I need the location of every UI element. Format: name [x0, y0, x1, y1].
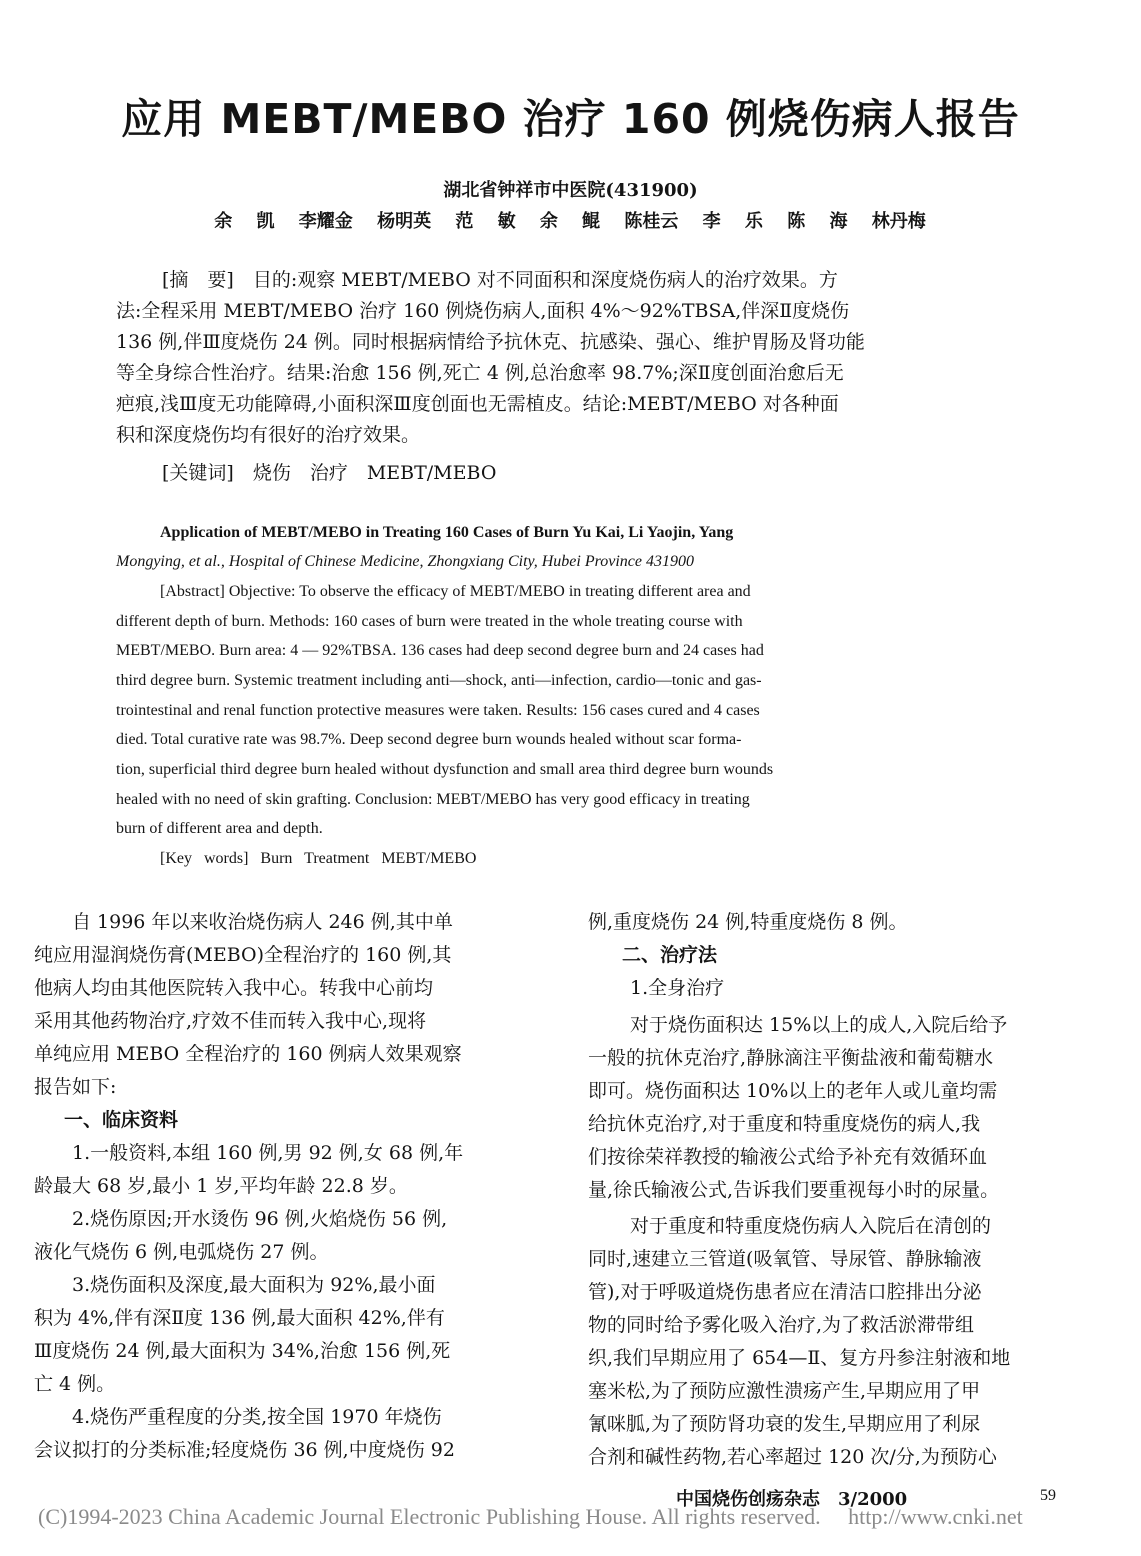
- abstract-en-line: third degree burn. Systemic treatment including anti—shock, anti—infection, cardio—tonic and gas-: [116, 672, 762, 689]
- abstract-en-line: MEBT/MEBO. Burn area: 4 — 92%TBSA. 136 cases had deep second degree burn and 24 cases had: [116, 642, 764, 659]
- abstract-cn-line: 疤痕,浅Ⅲ度无功能障碍,小面积深Ⅲ度创面也无需植皮。结论:MEBT/MEBO 对各种面: [116, 393, 839, 415]
- abstract-cn-line: 136 例,伴Ⅲ度烧伤 24 例。同时根据病情给予抗休克、抗感染、强心、维护胃肠及肾功能: [116, 331, 865, 353]
- abstract-en-line: tion, superficial third degree burn healed without dysfunction and small area third degree burn wounds: [116, 761, 774, 778]
- section-heading: 二、治疗法: [622, 944, 718, 966]
- copyright-watermark: (C)1994-2023 China Academic Journal Electronic Publishing House. All rights reserved. http://www.cnki.net: [38, 1504, 1023, 1529]
- abstract-en-line: Application of MEBT/MEBO in Treating 160 Cases of Burn Yu Kai, Li Yaojin, Yang: [160, 524, 734, 541]
- abstract-en-line: different depth of burn. Methods: 160 cases of burn were treated in the whole treating course with: [116, 613, 743, 630]
- body-line: 液化气烧伤 6 例,电弧烧伤 27 例。: [34, 1241, 329, 1263]
- body-line: 亡 4 例。: [34, 1373, 116, 1395]
- body-line: 4.烧伤严重程度的分类,按全国 1970 年烧伤: [72, 1406, 442, 1428]
- abstract-en-line: healed with no need of skin grafting. Conclusion: MEBT/MEBO has very good efficacy in treating: [116, 791, 750, 808]
- body-line: 合剂和碱性药物,若心率超过 120 次/分,为预防心: [588, 1446, 997, 1468]
- body-line: 采用其他药物治疗,疗效不佳而转入我中心,现将: [34, 1010, 427, 1032]
- subsection-heading: 1.全身治疗: [630, 977, 725, 999]
- body-line: 塞米松,为了预防应激性溃疡产生,早期应用了甲: [588, 1380, 981, 1402]
- body-line: 龄最大 68 岁,最小 1 岁,平均年龄 22.8 岁。: [34, 1175, 408, 1197]
- abstract-en-line: trointestinal and renal function protective measures were taken. Results: 156 cases cured and 4 cases: [116, 702, 760, 719]
- body-line: 会议拟打的分类标准;轻度烧伤 36 例,中度烧伤 92: [34, 1439, 455, 1461]
- body-line: 积为 4%,伴有深Ⅱ度 136 例,最大面积 42%,伴有: [34, 1307, 445, 1329]
- body-line: 们按徐荣祥教授的输液公式给予补充有效循环血: [588, 1146, 988, 1168]
- paper-title: 应用 MEBT/MEBO 治疗 160 例烧伤病人报告: [121, 95, 1020, 143]
- body-line: 同时,速建立三管道(吸氧管、导尿管、静脉输液: [588, 1248, 982, 1270]
- keywords-en: [Key words] Burn Treatment MEBT/MEBO: [160, 850, 477, 867]
- body-line: 给抗休克治疗,对于重度和特重度烧伤的病人,我: [588, 1113, 981, 1135]
- page-number: 59: [1040, 1487, 1056, 1504]
- body-line: 即可。烧伤面积达 10%以上的老年人或儿童均需: [588, 1080, 998, 1102]
- abstract-cn-line: 积和深度烧伤均有很好的治疗效果。: [116, 424, 421, 446]
- body-line: 对于重度和特重度烧伤病人入院后在清创的: [630, 1215, 992, 1237]
- body-line: 织,我们早期应用了 654—Ⅱ、复方丹参注射液和地: [588, 1347, 1011, 1369]
- keywords-cn: [关键词] 烧伤 治疗 MEBT/MEBO: [162, 462, 497, 484]
- body-line: 例,重度烧伤 24 例,特重度烧伤 8 例。: [588, 911, 908, 933]
- body-line: 管),对于呼吸道烧伤患者应在清洁口腔排出分泌: [588, 1281, 982, 1303]
- abstract-cn-line: [摘 要] 目的:观察 MEBT/MEBO 对不同面积和深度烧伤病人的治疗效果。方: [162, 269, 838, 291]
- abstract-en-line: burn of different area and depth.: [116, 820, 323, 837]
- author-list: 余 凯 李耀金 杨明英 范 敏 余 鲲 陈桂云 李 乐 陈 海 林丹梅: [214, 211, 926, 232]
- body-line: 对于烧伤面积达 15%以上的成人,入院后给予: [630, 1014, 1008, 1036]
- abstract-en-line: died. Total curative rate was 98.7%. Deep second degree burn wounds healed without scar forma-: [116, 731, 742, 748]
- journal-footer: 中国烧伤创疡杂志 3/2000: [676, 1489, 908, 1510]
- body-line: 纯应用湿润烧伤膏(MEBO)全程治疗的 160 例,其: [34, 944, 452, 966]
- abstract-en-line: [Abstract] Objective: To observe the efficacy of MEBT/MEBO in treating different area and: [160, 583, 751, 600]
- section-heading: 一、临床资料: [64, 1109, 179, 1131]
- affiliation: 湖北省钟祥市中医院(431900): [443, 180, 698, 201]
- body-line: Ⅲ度烧伤 24 例,最大面积为 34%,治愈 156 例,死: [34, 1340, 451, 1362]
- body-line: 报告如下:: [34, 1076, 117, 1098]
- body-line: 1.一般资料,本组 160 例,男 92 例,女 68 例,年: [72, 1142, 464, 1164]
- body-line: 他病人均由其他医院转入我中心。转我中心前均: [34, 977, 434, 999]
- abstract-cn-line: 法:全程采用 MEBT/MEBO 治疗 160 例烧伤病人,面积 4%～92%TBSA,伴深Ⅱ度烧伤: [116, 300, 850, 322]
- body-line: 自 1996 年以来收治烧伤病人 246 例,其中单: [72, 911, 453, 933]
- body-line: 3.烧伤面积及深度,最大面积为 92%,最小面: [72, 1274, 436, 1296]
- body-line: 2.烧伤原因;开水烫伤 96 例,火焰烧伤 56 例,: [72, 1208, 448, 1230]
- body-line: 量,徐氏输液公式,告诉我们要重视每小时的尿量。: [588, 1179, 1000, 1201]
- body-line: 氰咪胍,为了预防肾功衰的发生,早期应用了利尿: [588, 1413, 981, 1435]
- body-line: 一般的抗休克治疗,静脉滴注平衡盐液和葡萄糖水: [588, 1047, 994, 1069]
- abstract-cn-line: 等全身综合性治疗。结果:治愈 156 例,死亡 4 例,总治愈率 98.7%;深Ⅱ度创面治愈后无: [116, 362, 844, 384]
- body-line: 物的同时给予雾化吸入治疗,为了救活淤滞带组: [588, 1314, 975, 1336]
- abstract-en-line: Mongying, et al., Hospital of Chinese Medicine, Zhongxiang City, Hubei Province 431900: [116, 553, 694, 570]
- body-line: 单纯应用 MEBO 全程治疗的 160 例病人效果观察: [34, 1043, 462, 1065]
